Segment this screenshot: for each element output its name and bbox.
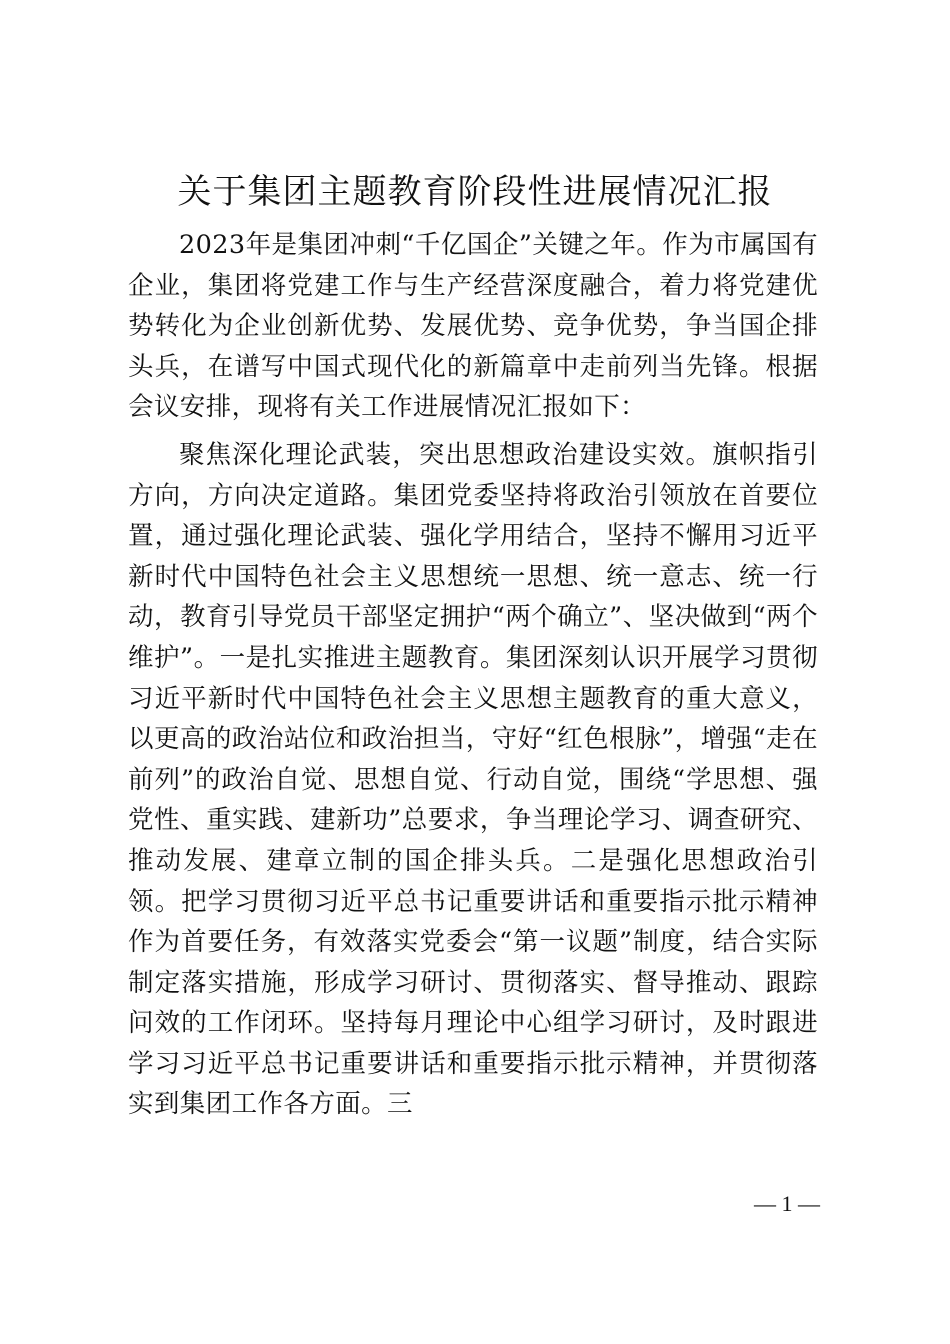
- body-paragraph: 聚焦深化理论武装，突出思想政治建设实效。旗帜指引方向，方向决定道路。集团党委坚持将政治引领放在首要位置，通过强化理论武装、强化学用结合，坚持不懈用习近平新时代中国特色社会主义思想统一思想、统一意志、统一行动，教育引导党员干部坚定拥护“两个确立”、坚决做到“两个维护”。一是扎实推进主题教育。集团深刻认识开展学习贯彻习近平新时代中国特色社会主义思想主题教育的重大意义，以更高的政治站位和政治担当，守好“红色根脉”，增强“走在前列”的政治自觉、思想自觉、行动自觉，围绕“学思想、强党性、重实践、建新功”总要求，争当理论学习、调查研究、推动发展、建章立制的国企排头兵。二是强化思想政治引领。把学习贯彻习近平总书记重要讲话和重要指示批示精神作为首要任务，有效落实党委会“第一议题”制度，结合实际制定落实措施，形成学习研讨、贯彻落实、督导推动、跟踪问效的工作闭环。坚持每月理论中心组学习研讨，及时跟进学习习近平总书记重要讲话和重要指示批示精神，并贯彻落实到集团工作各方面。三: [128, 439, 818, 1120]
- document-title: 关于集团主题教育阶段性进展情况汇报: [177, 172, 773, 212]
- intro-paragraph: 2023年是集团冲刺“千亿国企”关键之年。作为市属国有企业，集团将党建工作与生产经营深度融合，着力将党建优势转化为企业创新优势、发展优势、竞争优势，争当国企排头兵，在谱写中国式现代化的新篇章中走前列当先锋。根据会议安排，现将有关工作进展情况汇报如下：: [128, 230, 818, 423]
- page-number: — 1 —: [754, 1191, 820, 1216]
- document-body: [128, 225, 818, 1125]
